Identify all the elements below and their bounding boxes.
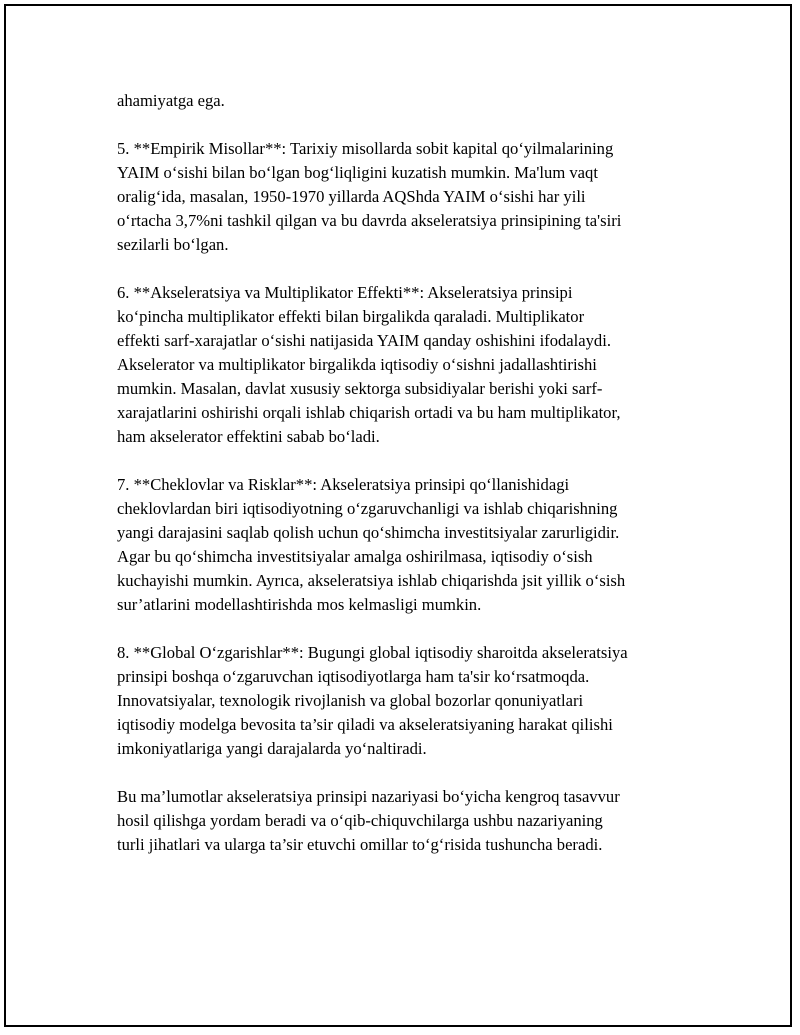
text-line: imkoniyatlariga yangi darajalarda yo‘naltiradi. — [117, 739, 427, 758]
paragraph-global-ozgarishlar — [117, 641, 689, 761]
text-line: iqtisodiy modelga bevosita ta’sir qiladi va akseleratsiyaning harakat qilishi — [117, 715, 613, 734]
paragraph-conclusion — [117, 785, 689, 857]
text-line: cheklovlardan biri iqtisodiyotning o‘zgaruvchanligi va ishlab chiqarishning — [117, 499, 618, 518]
text-line: Innovatsiyalar, texnologik rivojlanish va global bozorlar qonuniyatlari — [117, 691, 584, 710]
text-line: effekti sarf-xarajatlar o‘sishi natijasida YAIM qanday oshishini ifodalaydi. — [117, 331, 611, 350]
text-line: 7. **Cheklovlar va Risklar**: Akseleratsiya prinsipi qo‘llanishidagi — [117, 475, 570, 494]
text-line: prinsipi boshqa o‘zgaruvchan iqtisodiyotlarga ham ta'sir ko‘rsatmoqda. — [117, 667, 590, 686]
text-line: ko‘pincha multiplikator effekti bilan birgalikda qaraladi. Multiplikator — [117, 307, 585, 326]
text-line: o‘rtacha 3,7%ni tashkil qilgan va bu davrda akseleratsiya prinsipining ta'siri — [117, 211, 622, 230]
paragraph-multiplikator-effekti — [117, 281, 689, 449]
text-line: ahamiyatga ega. — [117, 91, 225, 110]
text-line: Bu ma’lumotlar akseleratsiya prinsipi nazariyasi bo‘yicha kengroq tasavvur — [117, 787, 620, 806]
paragraph-continuation — [117, 89, 689, 113]
text-line: sezilarli bo‘lgan. — [117, 235, 229, 254]
document-body — [117, 89, 689, 881]
text-line: turli jihatlari va ularga ta’sir etuvchi omillar to‘g‘risida tushuncha beradi. — [117, 835, 603, 854]
text-line: Agar bu qo‘shimcha investitsiyalar amalga oshirilmasa, iqtisodiy o‘sish — [117, 547, 593, 566]
text-line: mumkin. Masalan, davlat xususiy sektorga subsidiyalar berishi yoki sarf- — [117, 379, 603, 398]
text-line: YAIM o‘sishi bilan bo‘lgan bog‘liqligini kuzatish mumkin. Ma'lum vaqt — [117, 163, 598, 182]
text-line: 5. **Empirik Misollar**: Tarixiy misollarda sobit kapital qo‘yilmalarining — [117, 139, 614, 158]
text-line: ham akselerator effektini sabab bo‘ladi. — [117, 427, 380, 446]
text-line: xarajatlarini oshirishi orqali ishlab chiqarish ortadi va bu ham multiplikator, — [117, 403, 621, 422]
paragraph-cheklovlar-risklar — [117, 473, 689, 617]
text-line: 8. **Global O‘zgarishlar**: Bugungi global iqtisodiy sharoitda akseleratsiya — [117, 643, 628, 662]
text-line: hosil qilishga yordam beradi va o‘qib-chiquvchilarga ushbu nazariyaning — [117, 811, 603, 830]
text-line: kuchayishi mumkin. Ayrıca, akseleratsiya ishlab chiqarishda jsit yillik o‘sish — [117, 571, 626, 590]
text-line: 6. **Akseleratsiya va Multiplikator Effekti**: Akseleratsiya prinsipi — [117, 283, 573, 302]
text-line: yangi darajasini saqlab qolish uchun qo‘shimcha investitsiyalar zarurligidir. — [117, 523, 620, 542]
text-line: oralig‘ida, masalan, 1950-1970 yillarda AQShda YAIM o‘sishi har yili — [117, 187, 586, 206]
text-line: Akselerator va multiplikator birgalikda iqtisodiy o‘sishni jadallashtirishi — [117, 355, 597, 374]
paragraph-empirik-misollar — [117, 137, 689, 257]
text-line: sur’atlarini modellashtirishda mos kelmasligi mumkin. — [117, 595, 482, 614]
